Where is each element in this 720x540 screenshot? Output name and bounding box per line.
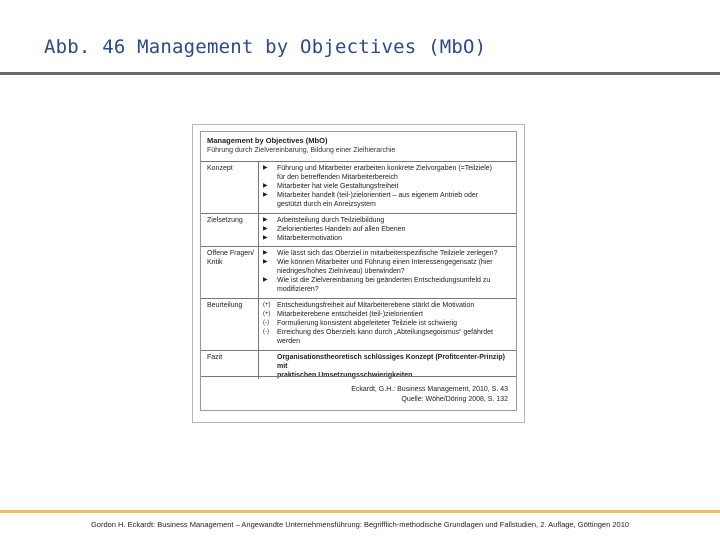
list-item: ▶ Wie ist die Zielvereinbarung bei geänderten Entscheidungsumfeld zu: [263, 277, 491, 284]
bullet-arrow-icon: ▶: [263, 226, 268, 232]
table-row-zielsetzung: [201, 214, 516, 247]
list-item: ▶ Mitarbeitermotivation: [263, 235, 342, 242]
bullet-arrow-icon: ▶: [263, 217, 268, 223]
table-header: [201, 132, 516, 162]
table-subtitle: Führung durch Zielvereinbarung, Bildung einer Zielhierarchie: [207, 147, 396, 154]
list-item: ▶ Führung und Mitarbeiter erarbeiten konkrete Zielvorgaben (=Teilziele): [263, 165, 492, 172]
row-content: [259, 214, 516, 246]
table-row-fazit: [201, 351, 516, 379]
table-row-offene-fragen: [201, 247, 516, 299]
list-item: ▶ Zielorientiertes Handeln auf allen Ebenen: [263, 226, 406, 233]
list-item: ▶ Wie lässt sich das Oberziel in mitarbeiterspezifische Teilziele zerlegen?: [263, 250, 498, 257]
row-content: [259, 351, 516, 379]
citation-line: Eckardt, G.H.: Business Management, 2010, S. 43: [351, 386, 508, 393]
list-item: (+) Entscheidungsfreiheit auf Mitarbeiterebene stärkt die Motivation: [263, 302, 475, 309]
bullet-arrow-icon: ▶: [263, 192, 268, 198]
table-title: Management by Objectives (MbO): [207, 136, 328, 145]
row-content: [259, 299, 516, 350]
list-item: ▶ Arbeitsteilung durch Teilzielbildung: [263, 217, 385, 224]
mbo-table: [200, 131, 517, 411]
slide-title: Abb. 46 Management by Objectives (MbO): [44, 36, 487, 58]
list-item: modifizieren?: [277, 286, 319, 293]
list-item: ▶ Wie können Mitarbeiter und Führung einen Interessengegensatz (hier: [263, 259, 493, 266]
footer-citation: Gordon H. Eckardt: Business Management – Angewandte Unternehmensführung: Begrifflich-methodische Grundlagen und Fallstudien, 2. Auflage, Göttingen 2010: [90, 520, 630, 529]
title-divider: [0, 72, 720, 75]
bullet-arrow-icon: ▶: [263, 259, 268, 265]
mbo-figure: [192, 124, 525, 423]
row-label: Beurteilung: [201, 299, 259, 350]
table-row-beurteilung: [201, 299, 516, 351]
list-item: werden: [277, 338, 300, 345]
list-item: für den betreffenden Mitarbeiterbereich: [277, 174, 398, 181]
list-item: Organisationstheoretisch schlüssiges Konzept (Profitcenter-Prinzip) mit: [277, 354, 505, 370]
row-content: [259, 247, 516, 298]
table-row-konzept: [201, 162, 516, 214]
list-item: ▶ Mitarbeiter handelt (teil-)zielorientiert – aus eigenem Antrieb oder: [263, 192, 479, 199]
row-label: Fazit: [201, 351, 259, 379]
bullet-arrow-icon: ▶: [263, 165, 268, 171]
list-item: (-) Formulierung konsistent abgeleiteter Teilziele ist schwierig: [263, 320, 458, 327]
bullet-arrow-icon: ▶: [263, 277, 268, 283]
list-item: (+) Mitarbeiterebene entscheidet (teil-)zielorientiert: [263, 311, 423, 318]
footer-divider: [0, 510, 720, 513]
list-item: praktischen Umsetzungsschwierigkeiten: [277, 372, 413, 379]
row-content: [259, 162, 516, 213]
list-item: (-) Erreichung des Oberziels kann durch „Abteilungsegoismus“ gefährdet: [263, 329, 493, 336]
list-item: ▶ Mitarbeiter hat viele Gestaltungsfreiheit: [263, 183, 399, 190]
citation-line: Quelle: Wöhe/Döring 2008, S. 132: [401, 396, 508, 403]
row-label: Zielsetzung: [201, 214, 259, 246]
row-label: Konzept: [201, 162, 259, 213]
list-item: niedriges/hohes Zielniveau) überwinden?: [277, 268, 405, 275]
bullet-arrow-icon: ▶: [263, 183, 268, 189]
list-item: gestützt durch ein Anreizsystem: [277, 201, 376, 208]
row-label: Offene Fragen/ Kritik: [201, 247, 259, 298]
bullet-arrow-icon: ▶: [263, 235, 268, 241]
source-citation: [201, 376, 516, 410]
bullet-arrow-icon: ▶: [263, 250, 268, 256]
